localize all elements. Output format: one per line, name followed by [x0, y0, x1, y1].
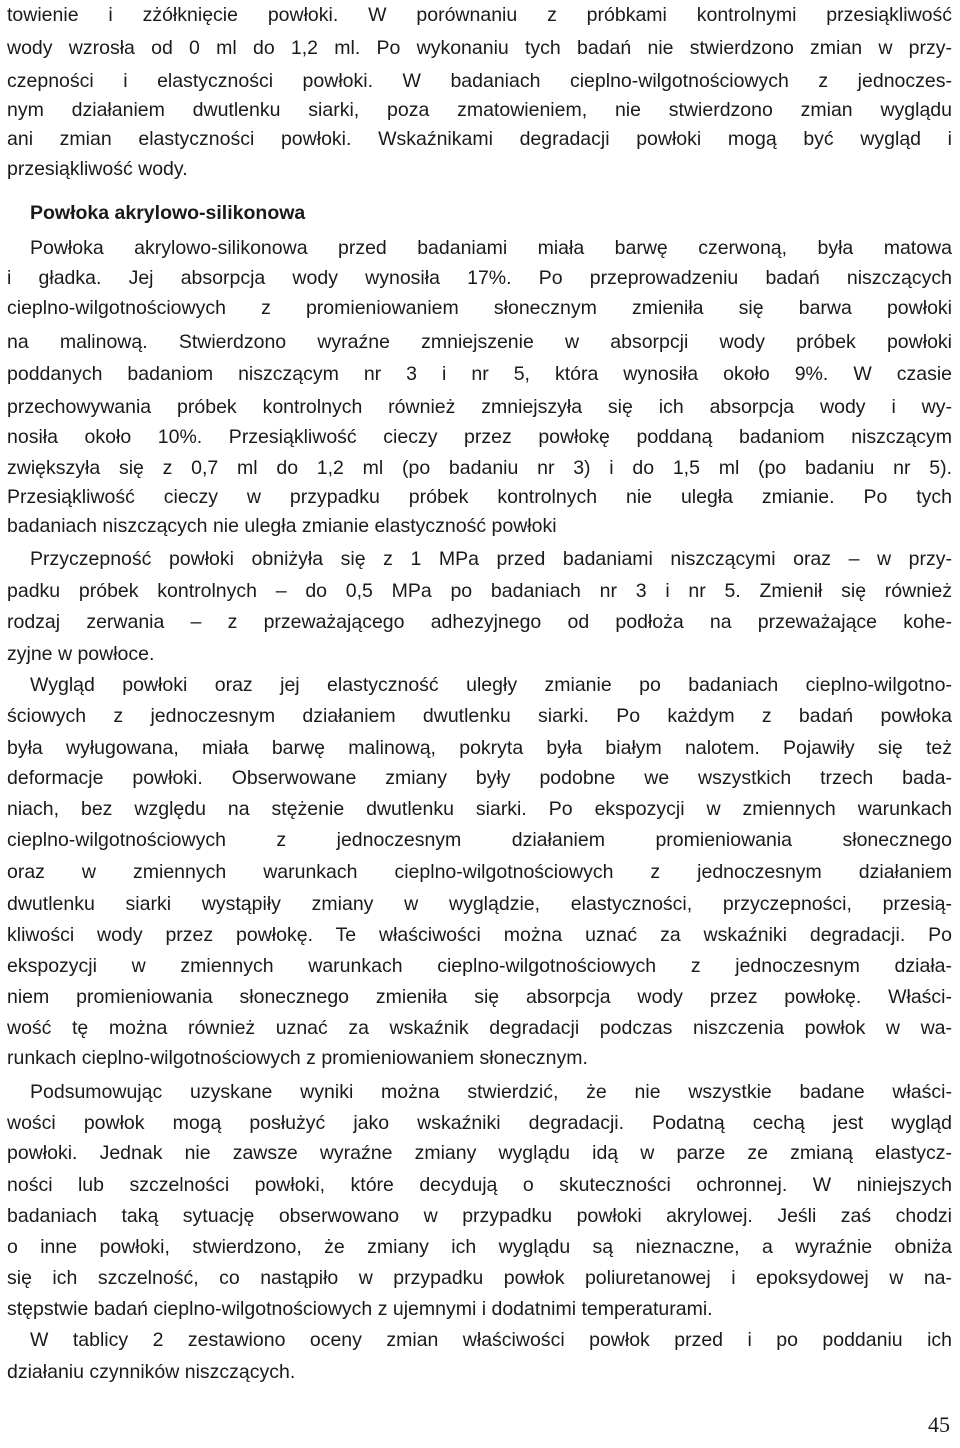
text-line: runkach cieplno-wilgotnościowych z promieniowaniem słonecznym.	[7, 1047, 588, 1069]
text-line: kliwości wody przez powłokę. Te właściwości można uznać za wskaźniki degradacji. Po	[7, 924, 952, 946]
text-line: dwutlenku siarki wystąpiły zmiany w wyglądzie, elastyczności, przyczepności, przesią-	[7, 893, 952, 915]
text-line: poddanych badaniom niszczącym nr 3 i nr 5, która wynosiła około 9%. W czasie	[7, 363, 952, 385]
text-line: się ich szczelność, co nastąpiło w przypadku powłok poliuretanowej i epoksydowej w na-	[7, 1267, 952, 1289]
text-line: deformacje powłoki. Obserwowane zmiany były podobne we wszystkich trzech bada-	[7, 767, 952, 789]
text-line: wości powłok mogą posłużyć jako wskaźniki degradacji. Podatną cechą jest wygląd	[7, 1112, 952, 1134]
text-line: niem promieniowania słonecznego zmieniła się absorpcja wody przez powłokę. Właści-	[7, 986, 952, 1008]
text-line: Podsumowując uzyskane wyniki można stwierdzić, że nie wszystkie badane właści-	[30, 1081, 952, 1103]
text-line: badaniach niszczących nie uległa zmianie elastyczność powłoki	[7, 515, 557, 537]
text-line: przesiąkliwość wody.	[7, 158, 188, 180]
text-line: czepności i elastyczności powłoki. W badaniach cieplno-wilgotnościowych z jednoczes-	[7, 70, 952, 92]
text-line: wość tę można również uznać za wskaźnik degradacji podczas niszczenia powłok w wa-	[7, 1017, 952, 1039]
text-line: oraz w zmiennych warunkach cieplno-wilgotnościowych z jednoczesnym działaniem	[7, 861, 952, 883]
text-line: ności lub szczelności powłoki, które decydują o skuteczności ochronnej. W niniejszych	[7, 1174, 952, 1196]
text-line: zyjne w powłoce.	[7, 643, 155, 665]
section-heading: Powłoka akrylowo-silikonowa	[30, 202, 306, 224]
text-line: Przesiąkliwość cieczy w przypadku próbek kontrolnych nie uległa zmianie. Po tych	[7, 486, 952, 508]
text-line: niach, bez względu na stężenie dwutlenku siarki. Po ekspozycji w zmiennych warunkach	[7, 798, 952, 820]
text-line: towienie i zżółknięcie powłoki. W porównaniu z próbkami kontrolnymi przesiąkliwość	[7, 4, 952, 26]
text-line: wody wzrosła od 0 ml do 1,2 ml. Po wykonaniu tych badań nie stwierdzono zmian w przy-	[7, 37, 952, 59]
text-line: przechowywania próbek kontrolnych również zmniejszyła się ich absorpcja wody i wy-	[7, 396, 952, 418]
text-line: rodzaj zerwania – z przeważającego adhezyjnego od podłoża na przeważające kohe-	[7, 611, 952, 633]
text-line: nym działaniem dwutlenku siarki, poza zmatowieniem, nie stwierdzono zmian wyglądu	[7, 99, 952, 121]
text-line: działaniu czynników niszczących.	[7, 1361, 296, 1383]
text-line: na malinową. Stwierdzono wyraźne zmniejszenie w absorpcji wody próbek powłoki	[7, 331, 952, 353]
text-line: ekspozycji w zmiennych warunkach cieplno-wilgotnościowych z jednoczesnym działa-	[7, 955, 952, 977]
text-line: Przyczepność powłoki obniżyła się z 1 MPa przed badaniami niszczącymi oraz – w przy-	[30, 548, 952, 570]
text-line: W tablicy 2 zestawiono oceny zmian właściwości powłok przed i po poddaniu ich	[30, 1329, 952, 1351]
text-line: Wygląd powłoki oraz jej elastyczność uległy zmianie po badaniach cieplno-wilgotno-	[30, 674, 952, 696]
text-line: padku próbek kontrolnych – do 0,5 MPa po badaniach nr 3 i nr 5. Zmienił się również	[7, 580, 952, 602]
text-line: o inne powłoki, stwierdzono, że zmiany ich wyglądu są nieznaczne, a wyraźnie obniża	[7, 1236, 952, 1258]
text-line: Powłoka akrylowo-silikonowa przed badaniami miała barwę czerwoną, była matowa	[30, 237, 952, 259]
text-line: nosiła około 10%. Przesiąkliwość cieczy przez powłokę poddaną badaniom niszczącym	[7, 426, 952, 448]
text-line: powłoki. Jednak nie zawsze wyraźne zmiany wyglądu idą w parze ze zmianą elastycz-	[7, 1142, 952, 1164]
text-line: cieplno-wilgotnościowych z promieniowaniem słonecznym zmieniła się barwa powłoki	[7, 297, 952, 319]
text-line: ściowych z jednoczesnym działaniem dwutlenku siarki. Po każdym z badań powłoka	[7, 705, 952, 727]
text-line: była wyługowana, miała barwę malinową, pokryta była białym nalotem. Pojawiły się też	[7, 737, 952, 759]
page-number: 45	[928, 1412, 950, 1437]
text-line: badaniach taką sytuację obserwowano w przypadku powłoki akrylowej. Jeśli zaś chodzi	[7, 1205, 952, 1227]
text-line: stępstwie badań cieplno-wilgotnościowych z ujemnymi i dodatnimi temperaturami.	[7, 1298, 713, 1320]
text-line: zwiększyła się z 0,7 ml do 1,2 ml (po badaniu nr 3) i do 1,5 ml (po badaniu nr 5).	[7, 457, 952, 479]
text-line: i gładka. Jej absorpcja wody wynosiła 17%. Po przeprowadzeniu badań niszczących	[7, 267, 952, 289]
text-line: ani zmian elastyczności powłoki. Wskaźnikami degradacji powłoki mogą być wygląd i	[7, 128, 952, 150]
text-line: cieplno-wilgotnościowych z jednoczesnym działaniem promieniowania słonecznego	[7, 829, 952, 851]
